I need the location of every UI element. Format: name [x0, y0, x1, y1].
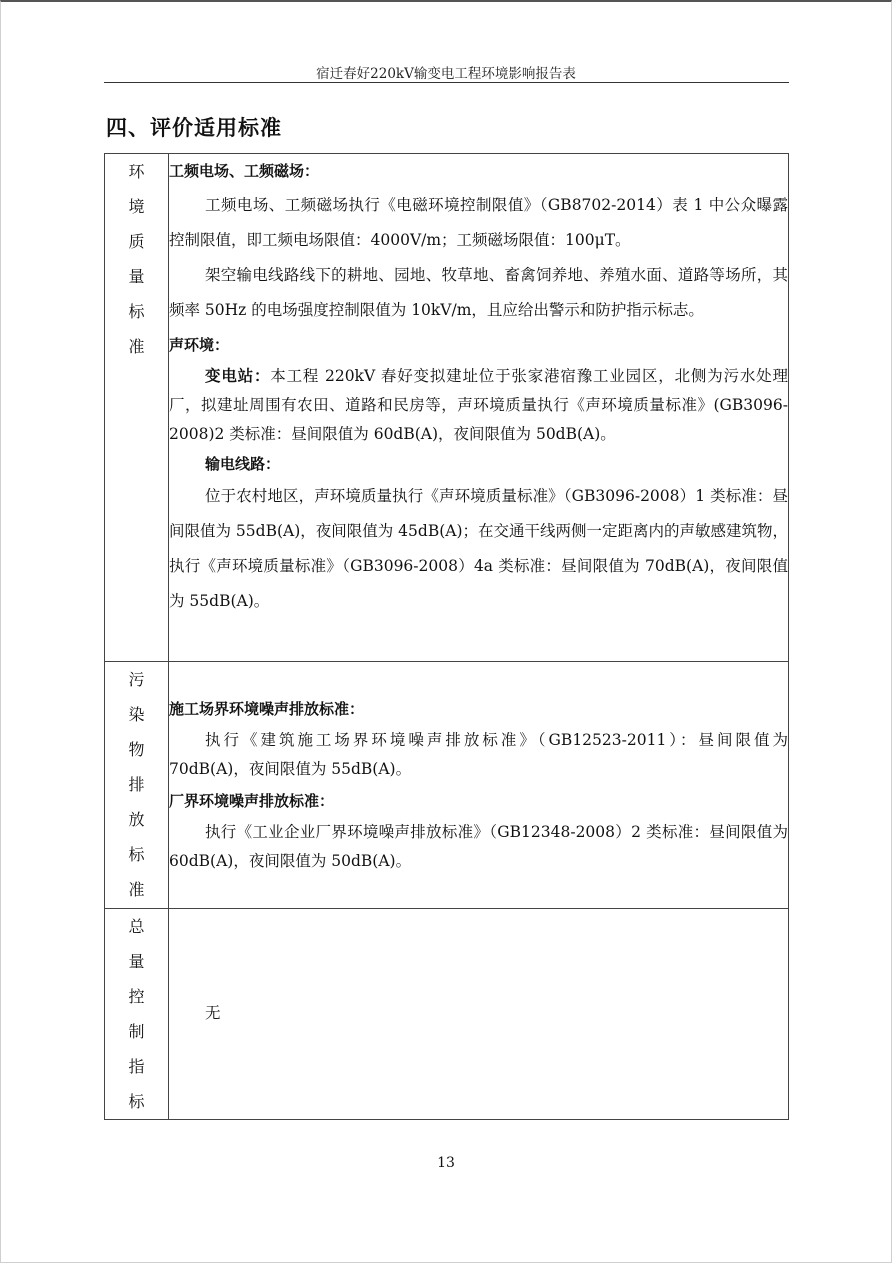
header-rule [104, 82, 789, 83]
row-pollutant-emission [105, 662, 789, 909]
environment-quality-content [169, 154, 789, 662]
emf-paragraph-2: 架空输电线路线下的耕地、园地、牧草地、畜禽饲养地、养殖水面、道路等场所，其频率 50Hz 的电场强度控制限值为 10kV/m，且应给出警示和防护指示标志。 [169, 266, 788, 319]
running-header: 宿迁春好220kV输变电工程环境影响报告表 [316, 66, 576, 82]
substation-text: 本工程 220kV 春好变拟建址位于张家港宿豫工业园区，北侧为污水处理厂，拟建址周围有农田、道路和民房等，声环境质量执行《声环境质量标准》(GB3096-2008)2 类标准：昼间限值为 60dB(A)，夜间限值为 50dB(A)。 [169, 367, 788, 443]
pollutant-emission-content [169, 662, 789, 909]
row-label-cell [105, 154, 169, 662]
row-environment-quality [105, 154, 789, 662]
transmission-line-heading: 输电线路： [205, 455, 281, 473]
section-title: 四、评价适用标准 [106, 116, 282, 140]
substation-label: 变电站： [205, 367, 271, 385]
sound-heading: 声环境： [169, 336, 230, 354]
construction-noise-heading: 施工场界环境噪声排放标准： [169, 700, 365, 718]
factory-noise-heading: 厂界环境噪声排放标准： [169, 792, 335, 810]
row-label-cell [105, 662, 169, 909]
page-number: 13 [437, 1155, 455, 1171]
construction-noise-paragraph: 执行《建筑施工场界环境噪声排放标准》（GB12523-2011）：昼间限值为 70dB(A)，夜间限值为 55dB(A)。 [169, 731, 788, 778]
total-control-content [169, 909, 789, 1120]
row-label-cell [105, 909, 169, 1120]
factory-noise-paragraph: 执行《工业企业厂界环境噪声排放标准》（GB12348-2008）2 类标准：昼间限值为 60dB(A)，夜间限值为 50dB(A)。 [169, 823, 788, 870]
standards-table [104, 153, 789, 1120]
row-label-pollutant-emission: 污染物排放标准 [128, 670, 145, 899]
emf-paragraph-1: 工频电场、工频磁场执行《电磁环境控制限值》（GB8702-2014）表 1 中公众曝露控制限值，即工频电场限值：4000V/m；工频磁场限值：100μT。 [169, 196, 788, 249]
substation-paragraph [169, 362, 788, 449]
row-total-control [105, 909, 789, 1120]
transmission-line-paragraph: 位于农村地区，声环境质量执行《声环境质量标准》（GB3096-2008）1 类标准：昼间限值为 55dB(A)，夜间限值为 45dB(A)；在交通干线两侧一定距离内的声敏感建筑物，执行《声环境质量标准》（GB3096-2008）4a 类标准：昼间限值为 70dB(A)，夜间限值为 55dB(A)。 [169, 487, 789, 610]
total-control-value: 无 [205, 1004, 221, 1022]
emf-heading: 工频电场、工频磁场： [169, 162, 320, 180]
row-label-environment-quality: 环境质量标准 [128, 162, 145, 356]
row-label-total-control: 总量控制指标 [128, 917, 145, 1111]
